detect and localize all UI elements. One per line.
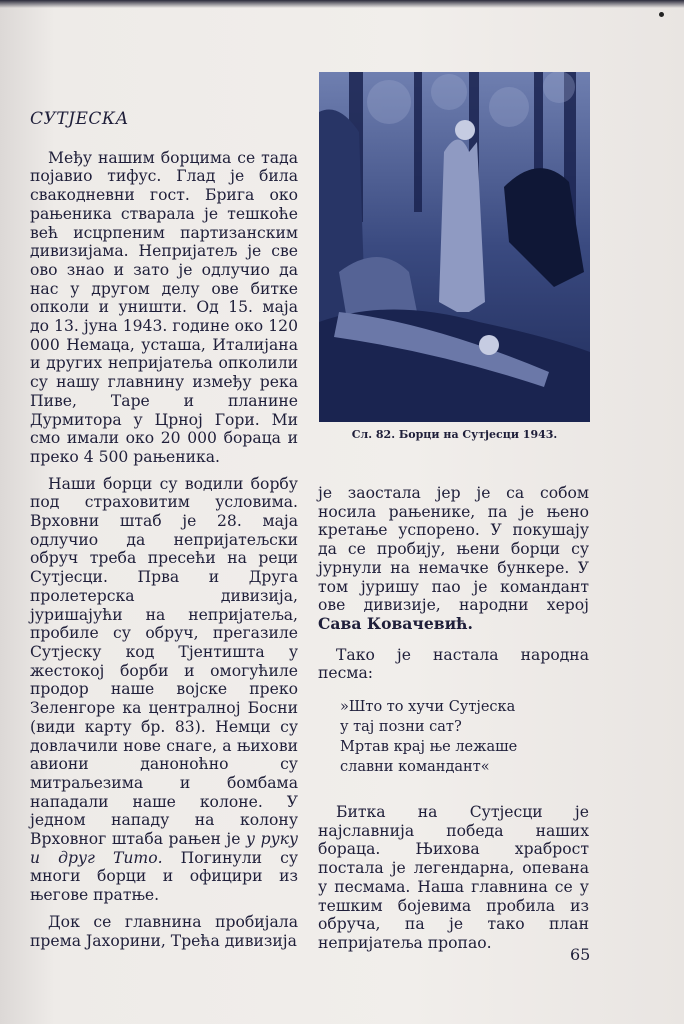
paragraph-battle [30,475,298,905]
left-column [30,110,298,958]
photo-caption: Сл. 82. Борци на Сутјесци 1943. [351,428,558,441]
historical-photo [319,72,590,422]
paragraph-third-division: Док се главнина пробијала према Јахорини, Трећа дивизија [30,912,298,950]
page-number: 65 [570,945,591,964]
poem-line: »Што то хучи Сутјеска [340,699,516,716]
paragraph-commander [318,484,589,634]
paragraph-commander-text: је заостала јер је са собом носила рањенике, па је њено кретање успорено. У покушају да се пробију, њени борци су јурнули на немачке бункере. У том јуришу пао је командант ове дивизије, народни херој [318,484,589,615]
section-heading: СУТЈЕСКА [30,109,129,129]
folk-song-poem [340,697,589,777]
paragraph-battle-emphasis: у руку и друг Тито. [30,830,299,867]
paragraph-battle-text-a: Наши борци су водили борбу под страховитим условима. Врховни штаб је 28. маја одлучио да непријатељски обруч треба пресећи на реци Сутјесци. Прва и Друга пролетерска дивизија, јуришајући на непријатеља, пробиле су обруч, прегазиле Сутјеску код Тјентишта у жестокој борби и омогућиле продор наше војске преко Зеленгоре ка централној Босни (види карту бр. 83). Немци су довлачили нове снаге, а њихови авиони даноноћно су митраљезима и бомбама нападали наше колоне. У једном нападу на колону Врховног штаба рањен је [30,474,298,849]
scan-speck [659,12,664,17]
poem-line: Мртав крај ње лежаше [340,739,518,756]
hero-name: Сава Ковачевић. [318,613,473,633]
right-column [318,484,589,965]
paragraph-conclusion: Битка на Сутјесци је најславнија победа наших бораца. Њихова храброст постала је легендарна, опевана у песмама. Наша главнина се у тешким бојевима пробила из обруча, па је тако план непријатеља пропао. [318,803,589,952]
paragraph-typhus: Међу нашим борцима се тада појавио тифус. Глад је била свакодневни гост. Брига око рањеника стварала је тешкоће већ исцрпеним партизанским дивизијама. Непријатељ је све ово знао и зато је одлучио да нас у другом делу ове битке опколи и уништи. Од 15. маја до 13. јуна 1943. године око 120 000 Немаца, усташа, Италијана и других непријатеља опколили су нашу главнину између река Пиве, Таре и планине Дурмитора у Црној Гори. Ми смо имали око 20 000 бораца и преко 4 500 рањеника. [30,148,298,466]
poem-line: славни командант« [340,759,490,776]
scan-edge-shadow [0,0,684,8]
poem-line: у тај позни сат? [340,719,462,736]
photo-illustration [319,72,590,422]
paragraph-battle-text-b: Погинули су многи борци и официри из његове пратње. [30,848,298,905]
paragraph-song-intro: Тако је настала народна песма: [318,645,589,683]
